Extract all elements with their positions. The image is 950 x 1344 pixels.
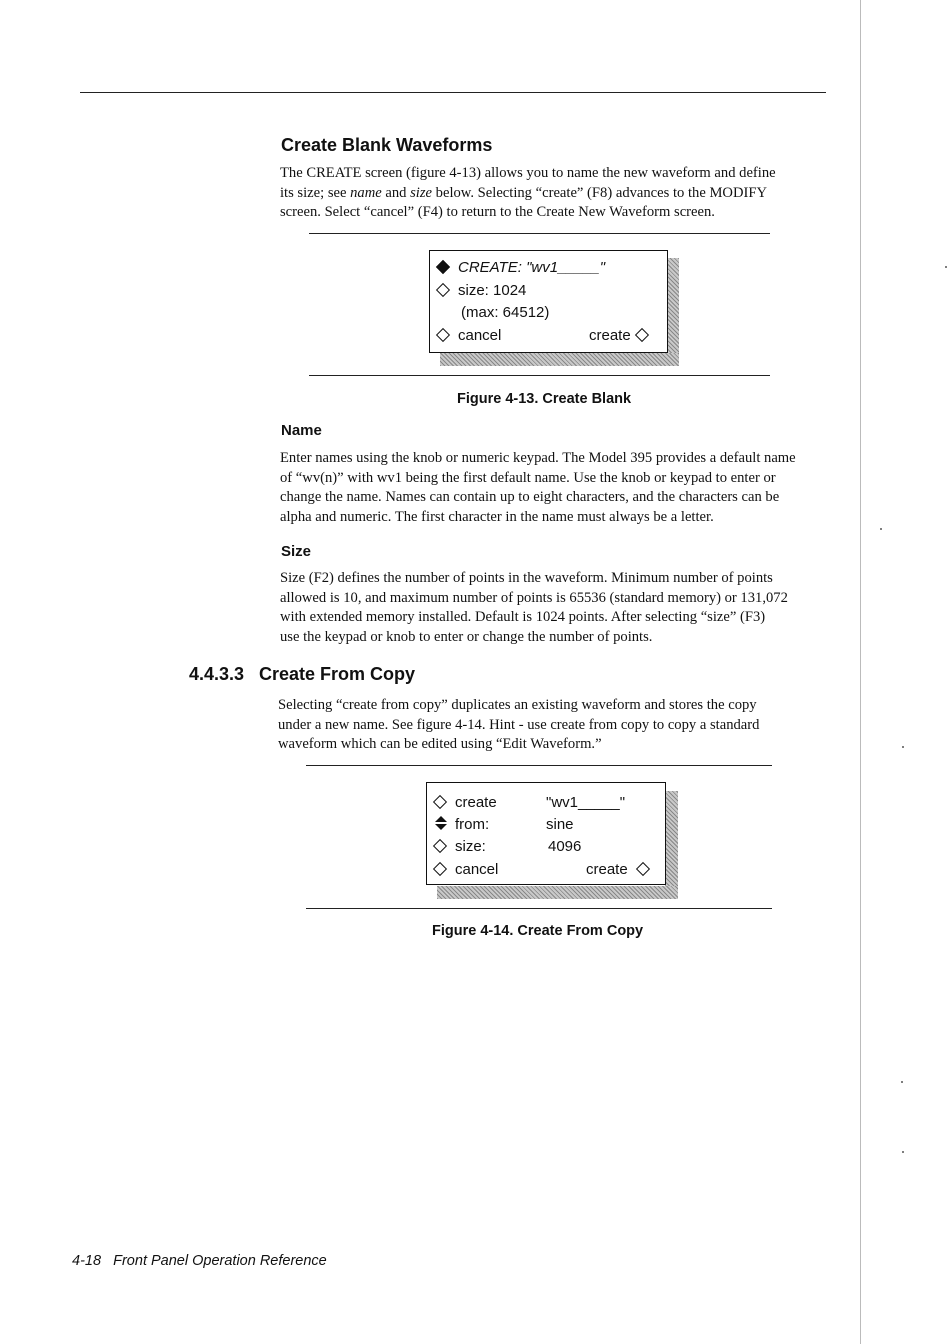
diamond-icon (436, 328, 450, 342)
filled-diamond-icon (436, 260, 450, 274)
section-number-copy: 4.4.3.3 (189, 664, 245, 684)
section-heading-name: Name (281, 422, 322, 439)
diamond-icon (433, 795, 447, 809)
name-line: alpha and numeric. The first character in the name must always be a letter. (280, 508, 714, 525)
fig13-cancel-row: cancel (438, 327, 501, 344)
fig14-screen (426, 782, 666, 885)
section-heading-blank: Create Blank Waveforms (281, 135, 493, 155)
intro-line-2: its size; see name and size below. Selecting “create” (F8) advances to the MODIFY (280, 184, 768, 201)
size-line: Size (F2) defines the number of points in the waveform. Minimum number of points (280, 570, 773, 586)
size-line: with extended memory installed. Default is 1024 points. After selecting “size” (F3) (280, 609, 766, 626)
fig14-value-from: sine (546, 816, 574, 833)
fig13-shadow-right (667, 258, 679, 366)
name-line: change the name. Names can contain up to eight characters, and the characters can be (280, 489, 780, 506)
scan-speck (880, 528, 882, 530)
size-body (280, 569, 840, 647)
fig14-create-button: create (586, 861, 648, 878)
fig14-value-size: 4096 (548, 838, 582, 855)
copy-line: under a new name. See figure 4-14. Hint - use create from copy to copy a standard (278, 716, 760, 733)
size-line: use the keypad or knob to enter or change the number of points. (280, 628, 653, 645)
fig13-caption: Figure 4-13. Create Blank (457, 391, 632, 407)
up-down-arrow-icon (435, 816, 447, 830)
footer-title: Front Panel Operation Reference (113, 1253, 327, 1269)
fig14-shadow-bottom (437, 886, 678, 899)
fig14-value-name: "wv1_____" (546, 794, 626, 811)
fig14-shadow-right (665, 791, 678, 899)
name-line: Enter names using the knob or numeric keypad. The Model 395 provides a default name (280, 450, 796, 466)
fig13-bottom-rule (309, 375, 770, 376)
diamond-icon (636, 862, 650, 876)
fig13-create-row: CREATE: "wv1_____" (438, 259, 605, 276)
scan-speck (945, 266, 947, 268)
blank-intro (280, 164, 840, 223)
section-heading-copy: Create From Copy (259, 664, 416, 684)
diamond-icon (436, 283, 450, 297)
diamond-icon (433, 839, 447, 853)
footer-page-number: 4-18 (72, 1253, 102, 1269)
copy-line: Selecting “create from copy” duplicates an existing waveform and stores the copy (278, 697, 757, 713)
fig14-row-cancel: cancel (435, 861, 498, 878)
diamond-icon (635, 328, 649, 342)
fig14-top-rule (306, 765, 772, 766)
margin-line (860, 0, 861, 1344)
fig14-row-create: create (435, 794, 497, 811)
intro-line-1: The CREATE screen (figure 4-13) allows you to name the new waveform and define (280, 165, 776, 181)
size-line: allowed is 10, and maximum number of points is 65536 (standard memory) or 131,072 (280, 589, 788, 606)
fig14-bottom-rule (306, 908, 772, 909)
section-heading-size: Size (281, 543, 312, 560)
fig14-row-size: size: (435, 838, 486, 855)
fig13-create-button: create (589, 327, 647, 344)
name-line: of “wv(n)” with wv1 being the first default name. Use the knob or keypad to enter or (280, 469, 776, 486)
intro-line-3: screen. Select “cancel” (F4) to return to the Create New Waveform screen. (280, 204, 715, 221)
footer (72, 1253, 327, 1269)
scan-speck (901, 1081, 903, 1083)
fig13-size-row: size: 1024 (438, 282, 526, 299)
name-body (280, 449, 840, 527)
fig13-shadow-bottom (440, 353, 679, 366)
scan-speck (902, 746, 904, 748)
fig13-top-rule (309, 233, 770, 234)
fig14-row-from: from: (435, 816, 489, 833)
fig13-screen (429, 250, 668, 353)
diamond-icon (433, 862, 447, 876)
scan-speck (902, 1151, 904, 1153)
copy-line: waveform which can be edited using “Edit Waveform.” (278, 736, 602, 753)
fig13-max-row: (max: 64512) (461, 304, 550, 321)
fig14-caption: Figure 4-14. Create From Copy (432, 923, 644, 939)
copy-body (278, 696, 838, 755)
top-rule (80, 92, 826, 93)
